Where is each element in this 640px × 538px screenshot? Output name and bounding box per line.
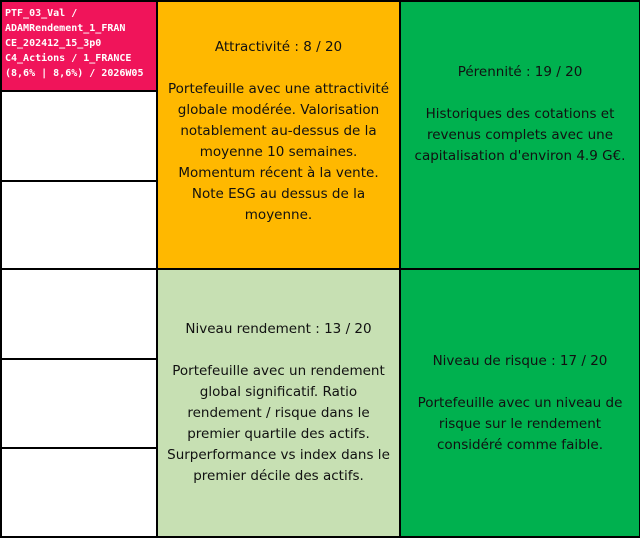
rendement-description: Portefeuille avec un rendement global significatif. Ratio rendement / risque dans le premier quartile des actifs. Surperformance vs index dans le premier décile des actifs.: [167, 363, 390, 484]
rendement-title: Niveau rendement : 13 / 20: [185, 321, 372, 337]
attractivite-quadrant: [157, 1, 400, 269]
header-line-2: ADAMRendement_1_FRAN: [5, 23, 126, 34]
attractivite-description: Portefeuille avec une attractivité globale modérée. Valorisation notablement au-dessus de la moyenne 10 semaines. Momentum récent à la vente. Note ESG au dessus de la moyenne.: [167, 80, 389, 223]
rendement-quadrant: [157, 269, 400, 537]
empty-cell-3: [1, 269, 157, 359]
attractivite-title: Attractivité : 8 / 20: [214, 38, 343, 55]
empty-cell-4: [1, 359, 157, 448]
risque-quadrant: [400, 269, 640, 537]
portfolio-header: [1, 1, 157, 91]
header-line-5: (8,6% | 8,6%) / 2026W05: [5, 68, 144, 79]
perennite-quadrant: [400, 1, 640, 269]
perennite-title: Pérennité : 19 / 20: [457, 63, 583, 80]
empty-cell-5: [1, 448, 157, 537]
header-line-1: PTF_03_Val /: [5, 8, 78, 19]
header-line-4: C4_Actions / 1_FRANCE: [5, 53, 132, 64]
empty-cell-1: [1, 91, 157, 181]
empty-cell-2: [1, 181, 157, 269]
header-line-3: CE_202412_15_3p0: [5, 38, 102, 49]
risque-description: Portefeuille avec un niveau de risque sur le rendement considéré comme faible.: [417, 394, 623, 453]
perennite-description: Historiques des cotations et revenus complets avec une capitalisation d'environ 4.9 G€.: [414, 105, 626, 164]
risque-title: Niveau de risque : 17 / 20: [432, 352, 608, 369]
